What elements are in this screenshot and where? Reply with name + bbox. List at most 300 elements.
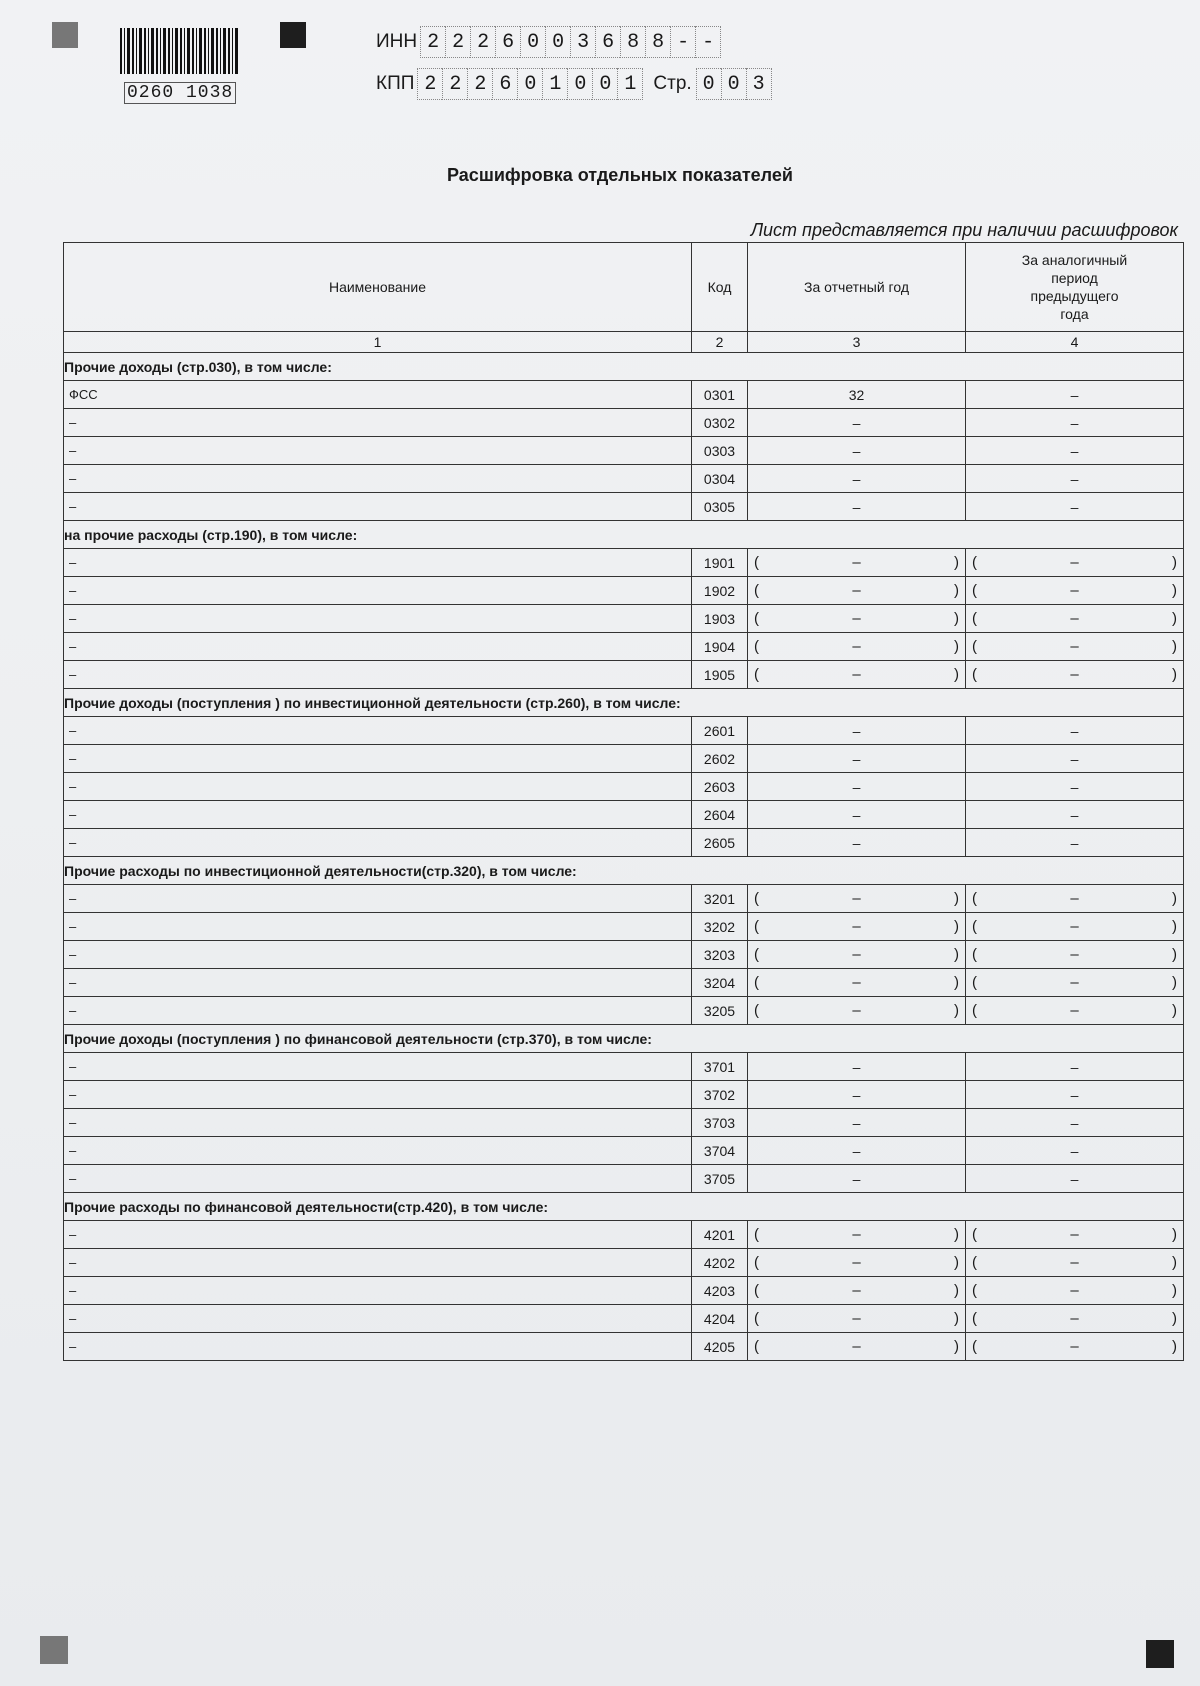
section-title: на прочие расходы (стр.190), в том числе: <box>64 521 1184 549</box>
row-name: – <box>64 1081 692 1109</box>
row-value-previous <box>966 1249 1184 1277</box>
inn-digit-cell: - <box>695 26 721 58</box>
row-value-current: – <box>748 773 966 801</box>
row-value-previous <box>966 661 1184 689</box>
row-code: 0305 <box>692 493 748 521</box>
open-paren: ( <box>754 1338 759 1355</box>
row-code: 3702 <box>692 1081 748 1109</box>
value-text: – <box>1070 582 1079 599</box>
open-paren: ( <box>972 1254 977 1271</box>
row-name: – <box>64 493 692 521</box>
row-value-previous: – <box>966 437 1184 465</box>
value-text: – <box>852 610 861 627</box>
open-paren: ( <box>972 918 977 935</box>
value-text: – <box>1070 610 1079 627</box>
open-paren: ( <box>972 1282 977 1299</box>
close-paren: ) <box>1172 666 1177 683</box>
table-row <box>64 633 1184 661</box>
row-code: 4204 <box>692 1305 748 1333</box>
table-row <box>64 577 1184 605</box>
table-row <box>64 1277 1184 1305</box>
row-code: 4203 <box>692 1277 748 1305</box>
table-row <box>64 1165 1184 1193</box>
row-code: 1903 <box>692 605 748 633</box>
open-paren: ( <box>972 1310 977 1327</box>
row-value-current: – <box>748 745 966 773</box>
row-value-current: – <box>748 717 966 745</box>
open-paren: ( <box>972 1226 977 1243</box>
row-code: 4205 <box>692 1333 748 1361</box>
open-paren: ( <box>754 1310 759 1327</box>
row-name: – <box>64 661 692 689</box>
row-name: – <box>64 437 692 465</box>
row-code: 3204 <box>692 969 748 997</box>
value-text: – <box>852 582 861 599</box>
row-code: 1902 <box>692 577 748 605</box>
value-text: – <box>1070 1310 1079 1327</box>
page-digit-cell: 0 <box>696 68 721 100</box>
value-text: – <box>852 890 861 907</box>
open-paren: ( <box>754 974 759 991</box>
row-code: 3704 <box>692 1137 748 1165</box>
section-header-row <box>64 857 1184 885</box>
table-row <box>64 1249 1184 1277</box>
row-value-current: – <box>748 409 966 437</box>
row-name: – <box>64 577 692 605</box>
section-header-row <box>64 353 1184 381</box>
row-value-previous: – <box>966 717 1184 745</box>
row-code: 1905 <box>692 661 748 689</box>
value-text: – <box>852 666 861 683</box>
value-text: – <box>852 638 861 655</box>
table-row <box>64 941 1184 969</box>
row-name: – <box>64 717 692 745</box>
form-note: Лист представляется при наличии расшифровок <box>750 220 1178 240</box>
close-paren: ) <box>954 1310 959 1327</box>
row-value-current <box>748 1277 966 1305</box>
kpp-label: КПП <box>376 73 415 94</box>
value-text: – <box>852 1338 861 1355</box>
table-row <box>64 465 1184 493</box>
value-text: – <box>852 1310 861 1327</box>
table-row <box>64 997 1184 1025</box>
row-value-previous <box>966 885 1184 913</box>
table-row <box>64 1081 1184 1109</box>
close-paren: ) <box>1172 610 1177 627</box>
value-text: – <box>1070 638 1079 655</box>
corner-marker-top <box>280 22 306 48</box>
row-code: 2603 <box>692 773 748 801</box>
row-value-previous <box>966 969 1184 997</box>
value-text: – <box>1070 918 1079 935</box>
close-paren: ) <box>1172 946 1177 963</box>
row-value-current: – <box>748 1109 966 1137</box>
row-value-current <box>748 577 966 605</box>
row-value-current: – <box>748 493 966 521</box>
section-header-row <box>64 1193 1184 1221</box>
table-row <box>64 549 1184 577</box>
value-text: – <box>1070 666 1079 683</box>
section-title: Прочие доходы (поступления ) по инвестиционной деятельности (стр.260), в том числе: <box>64 689 1184 717</box>
column-header-code: Код <box>692 243 748 332</box>
barcode-number: 0260 1038 <box>124 82 236 104</box>
row-value-previous <box>966 1277 1184 1305</box>
row-value-current: – <box>748 1053 966 1081</box>
page-digit-cell: 3 <box>746 68 772 100</box>
row-value-previous: – <box>966 829 1184 857</box>
breakdown-table <box>63 242 1184 1361</box>
page-digit-cell: 0 <box>721 68 746 100</box>
open-paren: ( <box>972 666 977 683</box>
row-value-previous <box>966 605 1184 633</box>
column-number: 3 <box>748 332 966 353</box>
column-number: 2 <box>692 332 748 353</box>
inn-label: ИНН <box>376 31 418 52</box>
close-paren: ) <box>954 918 959 935</box>
open-paren: ( <box>972 1338 977 1355</box>
table-row <box>64 829 1184 857</box>
kpp-cells <box>417 68 643 100</box>
value-text: – <box>852 1254 861 1271</box>
value-text: – <box>1070 1226 1079 1243</box>
value-text: – <box>1070 974 1079 991</box>
kpp-digit-cell: 0 <box>592 68 617 100</box>
column-header-current: За отчетный год <box>748 243 966 332</box>
inn-digit-cell: 8 <box>620 26 645 58</box>
row-name: – <box>64 633 692 661</box>
row-code: 3705 <box>692 1165 748 1193</box>
inn-digit-cell: 2 <box>445 26 470 58</box>
table-row <box>64 381 1184 409</box>
section-header-row <box>64 521 1184 549</box>
table-row <box>64 661 1184 689</box>
row-value-current <box>748 885 966 913</box>
value-text: – <box>852 918 861 935</box>
table-row <box>64 913 1184 941</box>
row-name: – <box>64 549 692 577</box>
row-code: 2605 <box>692 829 748 857</box>
row-value-previous <box>966 941 1184 969</box>
inn-cells <box>420 26 721 58</box>
row-value-previous: – <box>966 1165 1184 1193</box>
inn-digit-cell: 2 <box>470 26 495 58</box>
row-value-current <box>748 549 966 577</box>
row-value-current: – <box>748 465 966 493</box>
row-name: – <box>64 801 692 829</box>
row-value-current: – <box>748 829 966 857</box>
table-row <box>64 773 1184 801</box>
row-code: 3703 <box>692 1109 748 1137</box>
row-name: – <box>64 1333 692 1361</box>
kpp-digit-cell: 2 <box>442 68 467 100</box>
column-number: 1 <box>64 332 692 353</box>
close-paren: ) <box>1172 1282 1177 1299</box>
row-name: ФСС <box>64 381 692 409</box>
row-value-previous <box>966 633 1184 661</box>
row-code: 2601 <box>692 717 748 745</box>
row-value-current: – <box>748 1137 966 1165</box>
close-paren: ) <box>954 1282 959 1299</box>
row-code: 3203 <box>692 941 748 969</box>
row-name: – <box>64 1053 692 1081</box>
close-paren: ) <box>1172 1310 1177 1327</box>
column-number-row <box>64 332 1184 353</box>
inn-digit-cell: 8 <box>645 26 670 58</box>
table-row <box>64 605 1184 633</box>
close-paren: ) <box>1172 918 1177 935</box>
row-value-current: – <box>748 801 966 829</box>
close-paren: ) <box>954 1338 959 1355</box>
row-value-previous: – <box>966 801 1184 829</box>
row-name: – <box>64 1137 692 1165</box>
value-text: – <box>1070 1338 1079 1355</box>
open-paren: ( <box>972 890 977 907</box>
open-paren: ( <box>754 554 759 571</box>
close-paren: ) <box>1172 582 1177 599</box>
row-value-previous: – <box>966 1081 1184 1109</box>
value-text: – <box>852 1226 861 1243</box>
open-paren: ( <box>754 610 759 627</box>
table-row <box>64 969 1184 997</box>
kpp-digit-cell: 1 <box>617 68 643 100</box>
open-paren: ( <box>754 666 759 683</box>
table-row <box>64 437 1184 465</box>
table-row <box>64 717 1184 745</box>
open-paren: ( <box>972 638 977 655</box>
close-paren: ) <box>954 890 959 907</box>
corner-marker-bottom-left <box>40 1636 68 1664</box>
row-code: 2604 <box>692 801 748 829</box>
row-value-previous: – <box>966 745 1184 773</box>
row-value-current: – <box>748 1165 966 1193</box>
table-row <box>64 745 1184 773</box>
kpp-digit-cell: 0 <box>567 68 592 100</box>
row-code: 2602 <box>692 745 748 773</box>
close-paren: ) <box>954 638 959 655</box>
row-code: 3202 <box>692 913 748 941</box>
corner-marker-top-left <box>52 22 78 48</box>
kpp-row <box>376 68 772 100</box>
row-name: – <box>64 1109 692 1137</box>
row-value-previous <box>966 549 1184 577</box>
value-text: – <box>852 946 861 963</box>
row-value-current <box>748 1221 966 1249</box>
open-paren: ( <box>972 554 977 571</box>
close-paren: ) <box>1172 1254 1177 1271</box>
close-paren: ) <box>1172 1226 1177 1243</box>
row-name: – <box>64 1221 692 1249</box>
value-text: – <box>852 554 861 571</box>
open-paren: ( <box>754 918 759 935</box>
inn-digit-cell: 6 <box>495 26 520 58</box>
row-code: 0302 <box>692 409 748 437</box>
row-name: – <box>64 829 692 857</box>
row-name: – <box>64 465 692 493</box>
row-value-previous: – <box>966 1137 1184 1165</box>
row-value-current <box>748 1305 966 1333</box>
row-code: 1901 <box>692 549 748 577</box>
row-value-previous: – <box>966 381 1184 409</box>
row-value-previous <box>966 577 1184 605</box>
section-title: Прочие доходы (стр.030), в том числе: <box>64 353 1184 381</box>
section-title: Прочие расходы по инвестиционной деятельности(стр.320), в том числе: <box>64 857 1184 885</box>
close-paren: ) <box>1172 890 1177 907</box>
row-name: – <box>64 885 692 913</box>
column-header-previous: За аналогичный период предыдущего года <box>966 243 1184 332</box>
row-value-previous <box>966 1305 1184 1333</box>
table-row <box>64 1053 1184 1081</box>
section-title: Прочие расходы по финансовой деятельности(стр.420), в том числе: <box>64 1193 1184 1221</box>
column-number: 4 <box>966 332 1184 353</box>
open-paren: ( <box>754 1002 759 1019</box>
close-paren: ) <box>1172 554 1177 571</box>
row-code: 1904 <box>692 633 748 661</box>
open-paren: ( <box>754 946 759 963</box>
open-paren: ( <box>972 610 977 627</box>
close-paren: ) <box>954 1002 959 1019</box>
inn-digit-cell: - <box>670 26 695 58</box>
row-value-current <box>748 969 966 997</box>
kpp-digit-cell: 2 <box>417 68 442 100</box>
row-value-current <box>748 913 966 941</box>
row-code: 3201 <box>692 885 748 913</box>
open-paren: ( <box>754 582 759 599</box>
close-paren: ) <box>954 610 959 627</box>
value-text: – <box>1070 890 1079 907</box>
row-code: 3701 <box>692 1053 748 1081</box>
row-name: – <box>64 997 692 1025</box>
row-name: – <box>64 745 692 773</box>
open-paren: ( <box>754 638 759 655</box>
inn-digit-cell: 0 <box>520 26 545 58</box>
table-row <box>64 409 1184 437</box>
row-value-current: 32 <box>748 381 966 409</box>
kpp-digit-cell: 6 <box>492 68 517 100</box>
kpp-digit-cell: 2 <box>467 68 492 100</box>
section-title: Прочие доходы (поступления ) по финансовой деятельности (стр.370), в том числе: <box>64 1025 1184 1053</box>
row-code: 3205 <box>692 997 748 1025</box>
row-value-current <box>748 1249 966 1277</box>
section-header-row <box>64 1025 1184 1053</box>
table-row <box>64 885 1184 913</box>
row-name: – <box>64 1277 692 1305</box>
row-value-previous: – <box>966 493 1184 521</box>
value-text: – <box>1070 1002 1079 1019</box>
row-code: 0304 <box>692 465 748 493</box>
row-value-previous <box>966 997 1184 1025</box>
row-value-previous: – <box>966 1109 1184 1137</box>
row-value-previous: – <box>966 773 1184 801</box>
row-value-current <box>748 605 966 633</box>
row-name: – <box>64 913 692 941</box>
row-name: – <box>64 969 692 997</box>
value-text: – <box>1070 946 1079 963</box>
table-row <box>64 1305 1184 1333</box>
open-paren: ( <box>754 1254 759 1271</box>
value-text: – <box>1070 1282 1079 1299</box>
row-code: 4202 <box>692 1249 748 1277</box>
table-row <box>64 493 1184 521</box>
section-header-row <box>64 689 1184 717</box>
close-paren: ) <box>954 974 959 991</box>
close-paren: ) <box>954 582 959 599</box>
table-row <box>64 1109 1184 1137</box>
open-paren: ( <box>972 946 977 963</box>
corner-marker-bottom-right <box>1146 1640 1174 1668</box>
inn-digit-cell: 6 <box>595 26 620 58</box>
close-paren: ) <box>954 946 959 963</box>
row-value-previous: – <box>966 465 1184 493</box>
row-name: – <box>64 941 692 969</box>
close-paren: ) <box>954 666 959 683</box>
row-code: 4201 <box>692 1221 748 1249</box>
inn-digit-cell: 3 <box>570 26 595 58</box>
table-row <box>64 1221 1184 1249</box>
row-value-current <box>748 661 966 689</box>
row-value-current <box>748 997 966 1025</box>
table-header-row <box>64 243 1184 332</box>
table-row <box>64 1137 1184 1165</box>
value-text: – <box>852 1282 861 1299</box>
row-value-previous <box>966 1221 1184 1249</box>
open-paren: ( <box>972 974 977 991</box>
table-row <box>64 801 1184 829</box>
close-paren: ) <box>954 1254 959 1271</box>
table-row <box>64 1333 1184 1361</box>
page-number-cells <box>696 68 772 100</box>
inn-row <box>376 26 721 58</box>
open-paren: ( <box>754 1282 759 1299</box>
row-value-previous: – <box>966 409 1184 437</box>
row-value-current <box>748 1333 966 1361</box>
row-value-current <box>748 633 966 661</box>
row-value-previous <box>966 1333 1184 1361</box>
value-text: – <box>852 974 861 991</box>
close-paren: ) <box>954 554 959 571</box>
close-paren: ) <box>1172 1002 1177 1019</box>
row-name: – <box>64 1305 692 1333</box>
row-value-previous: – <box>966 1053 1184 1081</box>
row-name: – <box>64 773 692 801</box>
close-paren: ) <box>954 1226 959 1243</box>
form-title: Расшифровка отдельных показателей <box>447 165 793 185</box>
column-header-name: Наименование <box>64 243 692 332</box>
open-paren: ( <box>972 1002 977 1019</box>
close-paren: ) <box>1172 638 1177 655</box>
row-name: – <box>64 1249 692 1277</box>
row-name: – <box>64 605 692 633</box>
row-value-current: – <box>748 1081 966 1109</box>
open-paren: ( <box>972 582 977 599</box>
kpp-digit-cell: 1 <box>542 68 567 100</box>
close-paren: ) <box>1172 1338 1177 1355</box>
row-code: 0301 <box>692 381 748 409</box>
inn-digit-cell: 2 <box>420 26 445 58</box>
page-label: Стр. <box>653 73 692 94</box>
inn-digit-cell: 0 <box>545 26 570 58</box>
value-text: – <box>852 1002 861 1019</box>
value-text: – <box>1070 1254 1079 1271</box>
row-name: – <box>64 1165 692 1193</box>
barcode-image <box>120 28 238 74</box>
row-code: 0303 <box>692 437 748 465</box>
row-name: – <box>64 409 692 437</box>
row-value-current <box>748 941 966 969</box>
value-text: – <box>1070 554 1079 571</box>
open-paren: ( <box>754 890 759 907</box>
open-paren: ( <box>754 1226 759 1243</box>
kpp-digit-cell: 0 <box>517 68 542 100</box>
